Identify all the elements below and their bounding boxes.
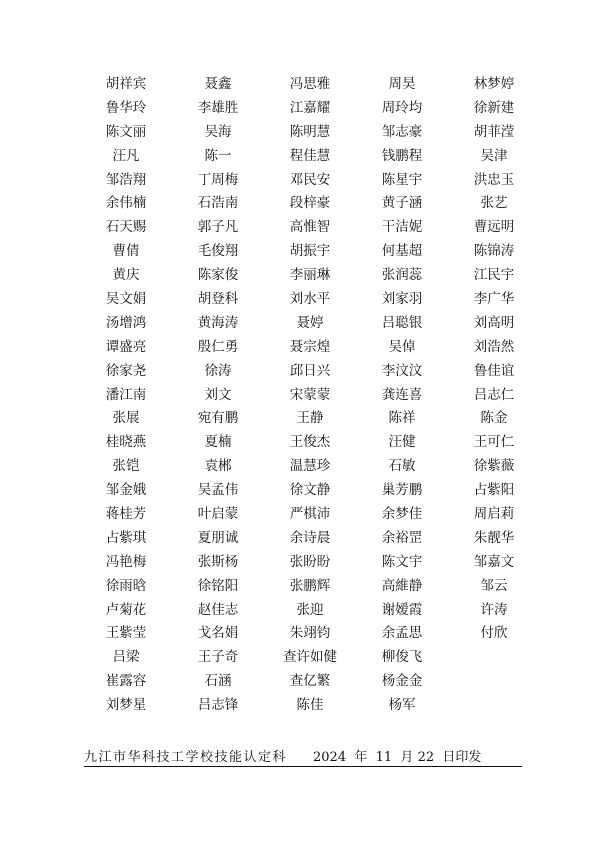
name-cell: 邱日兴 [289, 362, 331, 379]
name-cell: 宋蒙蒙 [289, 386, 331, 403]
name-cell: 温慧珍 [289, 458, 331, 475]
name-cell: 丁周梅 [197, 171, 239, 188]
name-cell: 刘家羽 [381, 290, 423, 307]
name-cell: 洪忠玉 [473, 171, 515, 188]
name-cell: 严棋沛 [289, 505, 331, 522]
name-row [80, 94, 540, 118]
name-row [80, 524, 540, 548]
name-cell: 石浩南 [197, 195, 239, 212]
name-cell: 张艺 [480, 195, 508, 212]
name-cell: 干洁妮 [381, 219, 423, 236]
name-cell: 占紫阳 [473, 482, 515, 499]
name-cell: 吴文娟 [105, 290, 147, 307]
name-cell: 冯艳梅 [105, 553, 147, 570]
name-cell: 王俊杰 [289, 434, 331, 451]
name-cell: 张迎 [296, 601, 324, 618]
name-cell: 周启莉 [473, 505, 515, 522]
name-row [80, 285, 540, 309]
name-row [80, 118, 540, 142]
name-cell: 邹金娥 [105, 482, 147, 499]
name-cell: 余梦佳 [381, 505, 423, 522]
name-cell: 邓民安 [289, 171, 331, 188]
name-cell: 何基超 [381, 243, 423, 260]
name-cell: 张斯杨 [197, 553, 239, 570]
name-row [80, 500, 540, 524]
name-cell: 程佳慧 [289, 147, 331, 164]
name-cell: 郭子凡 [197, 219, 239, 236]
name-cell: 查亿繁 [289, 673, 331, 690]
name-cell: 胡祥宾 [105, 75, 147, 92]
name-cell: 陈金 [480, 410, 508, 427]
issuing-organization: 九江市华科技工学校技能认定科 [84, 750, 288, 765]
name-cell: 吴孟伟 [197, 482, 239, 499]
name-cell: 徐紫薇 [473, 458, 515, 475]
name-cell: 杨军 [388, 697, 416, 714]
name-cell: 崔露容 [105, 673, 147, 690]
name-cell: 刘高明 [473, 314, 515, 331]
name-cell: 李丽琳 [289, 267, 331, 284]
name-row [80, 309, 540, 333]
name-cell: 曹远明 [473, 219, 515, 236]
name-cell: 吕志仁 [473, 386, 515, 403]
name-cell: 刘水平 [289, 290, 331, 307]
name-cell: 蒋桂芳 [105, 505, 147, 522]
name-row [80, 476, 540, 500]
name-cell: 卢菊花 [105, 601, 147, 618]
name-cell: 张盼盼 [289, 553, 331, 570]
name-row [80, 404, 540, 428]
name-cell: 邹志豪 [381, 123, 423, 140]
name-cell: 张展 [112, 410, 140, 427]
name-cell: 聂婷 [296, 314, 324, 331]
name-cell: 钱鹏程 [381, 147, 423, 164]
name-cell: 殷仁勇 [197, 338, 239, 355]
name-row [80, 381, 540, 405]
name-cell: 徐家尧 [105, 362, 147, 379]
name-row [80, 619, 540, 643]
name-cell: 杨金金 [381, 673, 423, 690]
name-cell: 鲁华玲 [105, 99, 147, 116]
name-cell: 林梦婷 [473, 75, 515, 92]
name-cell: 聂宗煌 [289, 338, 331, 355]
name-cell: 张铠 [112, 458, 140, 475]
name-cell: 付欣 [480, 625, 508, 642]
name-row [80, 142, 540, 166]
name-row [80, 643, 540, 667]
name-cell: 汪健 [388, 434, 416, 451]
name-cell: 徐文静 [289, 482, 331, 499]
name-cell: 戈名娟 [197, 625, 239, 642]
name-cell: 陈文丽 [105, 123, 147, 140]
name-cell: 吕志锋 [197, 697, 239, 714]
name-cell: 吕聪银 [381, 314, 423, 331]
name-cell: 陈佳 [296, 697, 324, 714]
name-cell: 江嘉耀 [289, 99, 331, 116]
name-cell: 周玲均 [381, 99, 423, 116]
name-row [80, 166, 540, 190]
name-cell: 黄庆 [112, 267, 140, 284]
name-cell: 谢嫒霞 [381, 601, 423, 618]
name-cell: 朱翊钧 [289, 625, 331, 642]
name-cell: 龚连喜 [381, 386, 423, 403]
name-row [80, 691, 540, 715]
name-row [80, 189, 540, 213]
name-cell: 占紫琪 [105, 529, 147, 546]
name-list [80, 70, 540, 715]
name-cell: 王静 [296, 410, 324, 427]
name-cell: 徐涛 [204, 362, 232, 379]
name-cell: 余伟楠 [105, 195, 147, 212]
name-cell: 桂晓燕 [105, 434, 147, 451]
name-cell: 胡登科 [197, 290, 239, 307]
name-cell: 黄子涵 [381, 195, 423, 212]
name-cell: 江民宇 [473, 267, 515, 284]
name-row [80, 213, 540, 237]
name-row [80, 548, 540, 572]
name-cell: 李汶汶 [381, 362, 423, 379]
name-cell: 陈明慧 [289, 123, 331, 140]
name-cell: 周昊 [388, 75, 416, 92]
name-cell: 陈一 [204, 147, 232, 164]
name-cell: 邹嘉文 [473, 553, 515, 570]
name-cell: 毛俊翔 [197, 243, 239, 260]
name-cell: 袁郴 [204, 458, 232, 475]
name-cell: 陈文宇 [381, 553, 423, 570]
name-row [80, 70, 540, 94]
name-cell: 宛有鹏 [197, 410, 239, 427]
name-cell: 徐铭阳 [197, 577, 239, 594]
name-cell: 汤增鸿 [105, 314, 147, 331]
name-cell: 胡菲滢 [473, 123, 515, 140]
name-cell: 王紫莹 [105, 625, 147, 642]
name-cell: 张润蕊 [381, 267, 423, 284]
name-cell: 巢芳鹏 [381, 482, 423, 499]
name-cell: 朱靓华 [473, 529, 515, 546]
name-row [80, 452, 540, 476]
name-cell: 刘文 [204, 386, 232, 403]
name-cell: 吕梁 [112, 649, 140, 666]
name-cell: 高惟智 [289, 219, 331, 236]
name-cell: 高維静 [381, 577, 423, 594]
name-cell: 赵佳志 [197, 601, 239, 618]
name-cell: 王可仁 [473, 434, 515, 451]
name-cell: 段梓豪 [289, 195, 331, 212]
name-cell: 陈锦涛 [473, 243, 515, 260]
name-cell: 陈祥 [388, 410, 416, 427]
name-cell: 余诗晨 [289, 529, 331, 546]
name-cell: 王子奇 [197, 649, 239, 666]
name-cell: 冯思雅 [289, 75, 331, 92]
name-cell: 刘梦星 [105, 697, 147, 714]
name-cell: 陈星宇 [381, 171, 423, 188]
name-cell: 胡振宇 [289, 243, 331, 260]
name-cell: 谭盛亮 [105, 338, 147, 355]
name-cell: 黄海涛 [197, 314, 239, 331]
name-cell: 邹浩翔 [105, 171, 147, 188]
name-cell: 石涵 [204, 673, 232, 690]
name-cell: 邹云 [480, 577, 508, 594]
name-row [80, 261, 540, 285]
name-cell: 许涛 [480, 601, 508, 618]
name-cell: 吴海 [204, 123, 232, 140]
name-cell: 余孟思 [381, 625, 423, 642]
name-cell: 徐雨晗 [105, 577, 147, 594]
issue-date: 2024 年 11 月 22 日印发 [313, 750, 482, 765]
name-row [80, 572, 540, 596]
name-row [80, 357, 540, 381]
name-cell: 查许如健 [283, 649, 337, 666]
name-cell: 柳俊飞 [381, 649, 423, 666]
name-row [80, 333, 540, 357]
name-row [80, 428, 540, 452]
name-cell: 潘江南 [105, 386, 147, 403]
name-cell: 鲁佳谊 [473, 362, 515, 379]
name-cell: 余裕罡 [381, 529, 423, 546]
document-footer [84, 745, 522, 767]
name-cell: 石天赐 [105, 219, 147, 236]
name-cell: 夏朋诚 [197, 529, 239, 546]
name-cell: 陈家俊 [197, 267, 239, 284]
name-cell: 石敏 [388, 458, 416, 475]
name-cell: 聂鑫 [204, 75, 232, 92]
name-cell: 李广华 [473, 290, 515, 307]
name-cell: 李雄胜 [197, 99, 239, 116]
name-cell: 曹倩 [112, 243, 140, 260]
name-cell: 刘浩然 [473, 338, 515, 355]
name-cell: 汪凡 [112, 147, 140, 164]
name-cell: 吴倬 [388, 338, 416, 355]
name-row [80, 237, 540, 261]
name-cell: 夏楠 [204, 434, 232, 451]
name-row [80, 667, 540, 691]
name-cell: 张鹏辉 [289, 577, 331, 594]
name-cell: 徐新建 [473, 99, 515, 116]
name-cell: 叶启蒙 [197, 505, 239, 522]
name-cell: 吴津 [480, 147, 508, 164]
name-row [80, 596, 540, 620]
